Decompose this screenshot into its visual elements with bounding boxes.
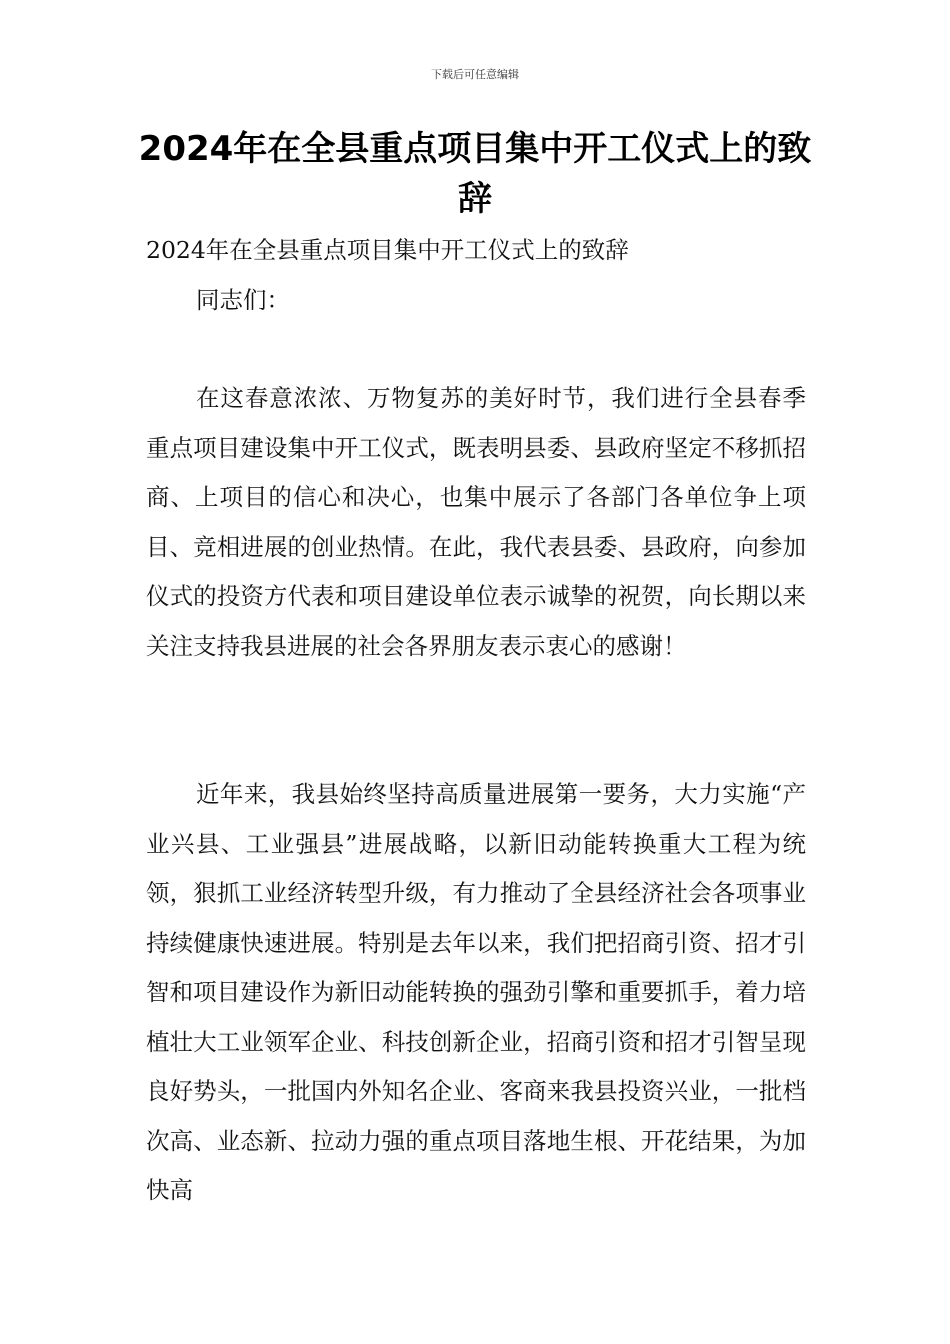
paragraph-1: 在这春意浓浓、万物复苏的美好时节，我们进行全县春季重点项目建设集中开工仪式，既表明县委、县政府坚定不移抓招商、上项目的信心和决心，也集中展示了各部门各单位争上项目、竞相进展的创业热情。在此，我代表县委、县政府，向参加仪式的投资方代表和项目建设单位表示诚挚的祝贺，向长期以来关注支持我县进展的社会各界朋友表示衷心的感谢！	[146, 384, 806, 660]
document-title: 2024年在全县重点项目集中开工仪式上的致辞	[138, 129, 812, 219]
document-subtitle: 2024年在全县重点项目集中开工仪式上的致辞	[146, 236, 629, 264]
paragraph-2: 近年来，我县始终坚持高质量进展第一要务，大力实施“产业兴县、工业强县”进展战略，以新旧动能转换重大工程为统领，狠抓工业经济转型升级，有力推动了全县经济社会各项事业持续健康快速进展。特别是去年以来，我们把招商引资、招才引智和项目建设作为新旧动能转换的强劲引擎和重要抓手，着力培植壮大工业领军企业、科技创新企业，招商引资和招才引智呈现良好势头，一批国内外知名企业、客商来我县投资兴业，一批档次高、业态新、拉动力强的重点项目落地生根、开花结果，为加快高	[146, 780, 806, 1204]
salutation: 同志们：	[196, 286, 290, 314]
header-note: 下载后可任意编辑	[431, 68, 519, 81]
